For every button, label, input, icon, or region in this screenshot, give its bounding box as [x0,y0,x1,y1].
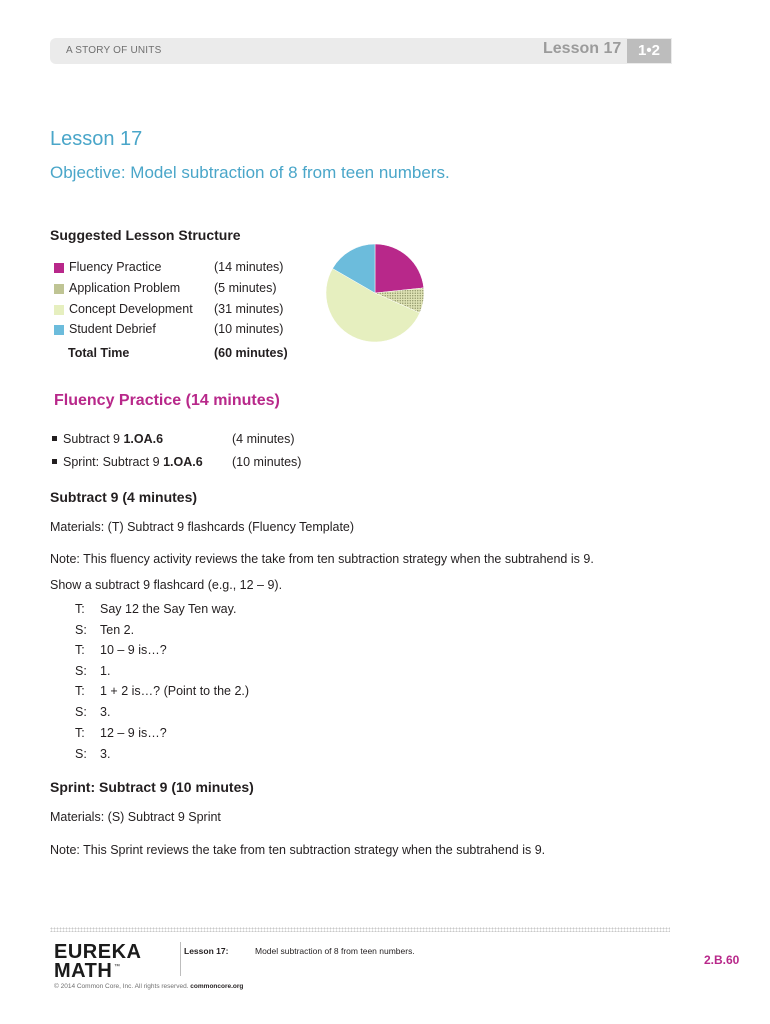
lesson-structure-pie [324,242,426,344]
legend-label: Application Problem [69,281,181,295]
total-time-minutes: (60 minutes) [214,346,288,360]
objective: Objective: Model subtraction of 8 from teen numbers. [50,163,450,182]
sprint-heading: Sprint: Subtract 9 (10 minutes) [50,779,254,795]
page-number: 2.B.60 [704,953,740,967]
header-lesson: Lesson 17 [543,40,622,57]
legend-minutes: (14 minutes) [214,260,284,274]
page-title: Lesson 17 [50,128,143,150]
legend-swatch [54,325,64,335]
dialog-line: 1 + 2 is…? (Point to the 2.) [100,684,250,698]
copyright-site: commoncore.org [190,983,244,990]
subtract9-materials: Materials: (T) Subtract 9 flashcards (Fluency Template) [50,520,355,534]
footer-divider [180,942,181,976]
subtract9-note: Note: This fluency activity reviews the take from ten subtraction strategy when the subtrahend is 9. [50,552,594,566]
subtract9-heading: Subtract 9 (4 minutes) [50,489,198,505]
dialog-line: 3. [100,705,111,719]
legend-swatch [54,305,64,315]
footer-lesson-label: Lesson 17: [184,946,229,956]
dialog-line: Ten 2. [100,623,135,637]
pie-chart [324,242,426,344]
legend-swatch [54,263,64,273]
dialog-speaker: T: [75,643,85,657]
legend-label: Concept Development [69,302,193,316]
bullet-minutes: (10 minutes) [232,455,302,469]
dialog-line: 12 – 9 is…? [100,726,167,740]
subtract9-instruction: Show a subtract 9 flashcard (e.g., 12 – 9). [50,578,283,592]
total-time-label: Total Time [68,346,130,360]
dialog-line: 10 – 9 is…? [100,643,167,657]
fluency-bullet [52,455,203,469]
sprint-note: Note: This Sprint reviews the take from ten subtraction strategy when the subtrahend is 9. [50,843,546,857]
dialog-speaker: S: [75,747,87,761]
dialog-line: 3. [100,747,111,761]
dialog-speaker: T: [75,726,85,740]
legend-minutes: (10 minutes) [214,322,284,336]
legend-minutes: (5 minutes) [214,281,277,295]
copyright [54,983,243,990]
legend-label: Fluency Practice [69,260,162,274]
logo-line-1: EUREKA [54,941,142,963]
dialog-line: Say 12 the Say Ten way. [100,602,237,616]
dialog-speaker: T: [75,602,85,616]
bullet-icon [52,459,57,464]
sprint-materials: Materials: (S) Subtract 9 Sprint [50,810,221,824]
copyright-text: © 2014 Common Core, Inc. All rights reserved. [54,983,191,990]
pie-slice-fluency-practice [375,244,424,293]
dialog-speaker: S: [75,664,87,678]
bullet-standard: 1.OA.6 [123,432,164,446]
bullet-icon [52,436,57,441]
footer-objective: Model subtraction of 8 from teen numbers. [255,946,415,956]
dialog-line: 1. [100,664,111,678]
logo-line-2: MATH [54,960,113,982]
dialog-speaker: T: [75,684,85,698]
legend-minutes: (31 minutes) [214,302,284,316]
series-title: A STORY OF UNITS [66,45,162,56]
dialog-speaker: S: [75,705,87,719]
bullet-text: Subtract 9 [63,432,124,446]
fluency-heading: Fluency Practice (14 minutes) [54,392,280,409]
bullet-minutes: (4 minutes) [232,432,295,446]
logo-trademark: ™ [114,964,120,970]
bullet-standard: 1.OA.6 [163,455,203,469]
footer-rule [50,927,670,932]
fluency-bullet [52,432,163,446]
dialog-speaker: S: [75,623,87,637]
legend-swatch [54,284,64,294]
legend-label: Student Debrief [69,322,156,336]
grade-module-badge: 1•2 [627,39,671,63]
structure-heading: Suggested Lesson Structure [50,227,241,243]
bullet-text: Sprint: Subtract 9 [63,455,164,469]
